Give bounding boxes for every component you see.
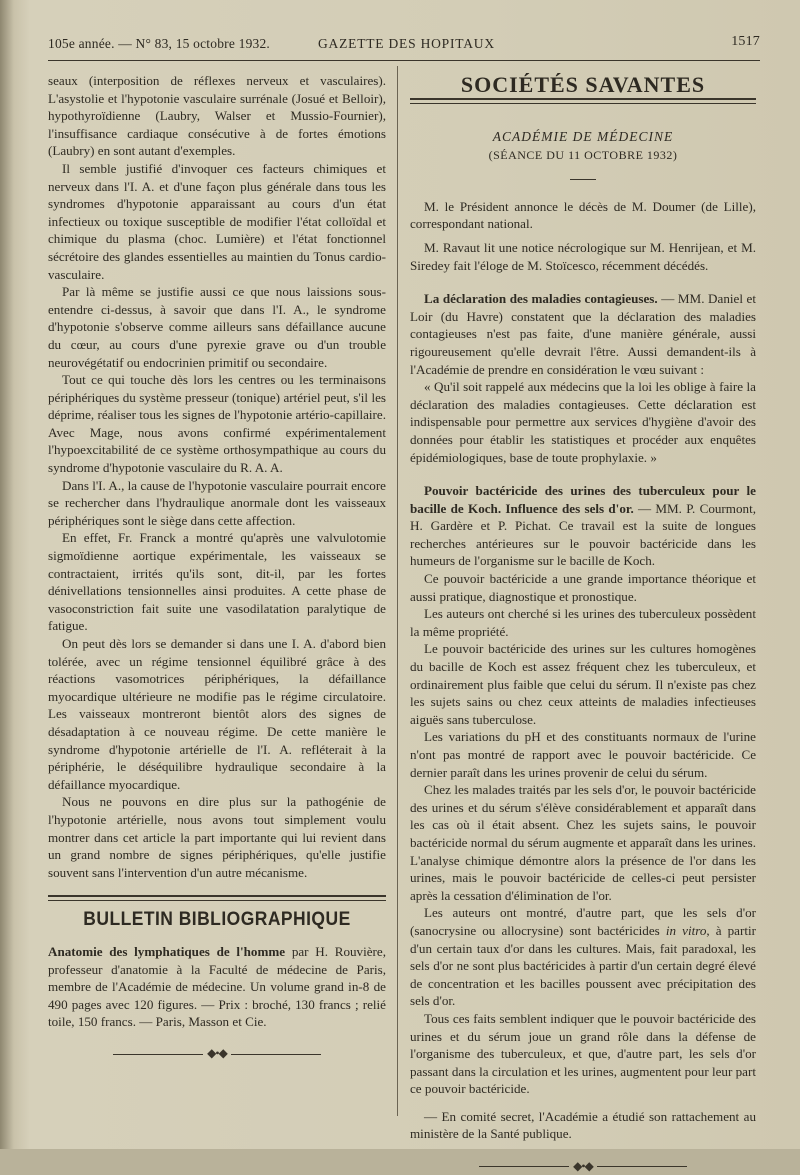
right-paragraph: Pouvoir bactéricide des urines des tuberculeux pour le bacille de Koch. Influence des sels d'or. — MM. P. Courmont, H. Gardère et P. Pichat. Ce travail est la suite de longues recherches antérieures sur le pouvoir bactéricide dans les humeurs de l'organisme sur le bacille de Koch. — [410, 483, 756, 569]
left-paragraph: Par là même se justifie aussi ce que nous laissions sous-entendre ci-dessus, à savoir que dans l'I. A., le syndrome d'hypotonie s'observe comme ailleurs sans défaillance aucune du cœur, au cours d'une pyrexie grave ou d'un trouble neurovégétatif ou endocrinien primitif ou secondaire. — [48, 284, 386, 370]
page-header — [48, 32, 760, 56]
journal-title: GAZETTE DES HOPITAUX — [318, 36, 495, 51]
page-number: 1517 — [731, 34, 760, 49]
right-paragraph: M. le Président annonce le décès de M. Doumer (de Lille), correspondant national. — [410, 198, 756, 232]
right-paragraph: Ce pouvoir bactéricide a une grande importance théorique et aussi pratique, diagnostique et pronostique. — [410, 571, 756, 604]
right-paragraph: — En comité secret, l'Académie a étudié son rattachement au ministère de la Santé publique. — [410, 1108, 756, 1142]
left-paragraph: Nous ne pouvons en dire plus sur la pathogénie de l'hypotonie artérielle, nous avons tout simplement voulu montrer dans cet article la part importante qui lui revient dans un grand nombre de signes périphériques, qu'elle justifie souvent sans l'intervention d'un autre mécanisme. — [48, 794, 386, 880]
right-column — [410, 72, 756, 1175]
seance-date: (SÉANCE DU 11 OCTOBRE 1932) — [488, 148, 678, 163]
bulletin-title: BULLETIN BIBLIOGRAPHIQUE — [83, 909, 351, 931]
topic-title: Pouvoir bactéricide des urines des tuberculeux pour le bacille de Koch. Influence des sels d'or. — [410, 483, 756, 516]
section-rule — [410, 98, 756, 104]
left-paragraph: On peut dès lors se demander si dans une I. A. d'abord bien tolérée, avec un régime tensionnel équilibré grâce à des réactions vasomotrices périphériques, la défaillance myocardique ultérieure ne modifie pas le régime circulatoire. Les vaisseaux montreront bientôt alors des signes de désadaptation à ce nouveau régime. De cette manière le syndrome d'hypotonie artérielle de l'I. A. refléterait à la périphérie, le déséquilibre hydraulique secondaire à la défaillance myocardique. — [48, 636, 386, 792]
section-title: SOCIÉTÉS SAVANTES — [460, 72, 706, 97]
right-paragraph: Tous ces faits semblent indiquer que le pouvoir bactéricide des urines et du sérum joue un grand rôle dans la défense de l'organisme des tuberculeux, et que, d'autre part, les sels d'or passant dans la circulation et les urines, augmentent pour leur part ce pouvoir bactéricide. — [410, 1010, 756, 1097]
left-paragraph: Il semble justifié d'invoquer ces facteurs chimiques et nerveux dans l'I. A. et d'une façon plus générale dans tous les syndromes d'hypotonie apparaissant au cours d'un état infectieux ou toxique susceptible de modifier l'état colloïdal et chimique du plasma (choc. Lumière) et l'état fonctionnel sécrétoire des glandes essentielles au maintien du Tonus cardio-vasculaire. — [48, 160, 386, 282]
left-paragraph: Dans l'I. A., la cause de l'hypotonie vasculaire pourrait encore se rechercher dans l'hydraulique anormale dont les vaisseaux périphériques sont le siège dans cette affection. — [48, 477, 386, 528]
right-paragraph: Le pouvoir bactéricide des urines sur les cultures homogènes du bacille de Koch est assez fréquent chez les tuberculeux, et ordinairement plus faible que celui du sérum. Il n'existe pas chez les sujets sains ou chez ceux atteints de maladies infectieuses aiguës sans tuberculose. — [410, 641, 756, 727]
column-divider — [397, 66, 398, 1116]
issue-info: 105e année. — N° 83, 15 octobre 1932. — [48, 36, 270, 51]
left-column — [48, 72, 386, 1063]
right-paragraph: Les auteurs ont cherché si les urines des tuberculeux possèdent la même propriété. — [410, 606, 756, 639]
ornament-divider: ◆•◆ — [410, 1157, 756, 1175]
bulletin-entry — [48, 943, 386, 1031]
academy-heading: ACADÉMIE DE MÉDECINE — [492, 128, 674, 144]
topic-title: La déclaration des maladies contagieuses. — [424, 291, 658, 307]
header-rule — [48, 60, 760, 61]
left-paragraph: seaux (interposition de réflexes nerveux et vasculaires). L'asystolie et l'hypotonie vasculaire surrénale (Josué et Belloir), hypothyroïdienne (Laubry, Walser et Mussio-Fournier), l'insuffisance cardiaque consécutive à de fortes émotions (Laubry) en sont autant d'exemples. — [48, 73, 386, 159]
ornament-divider: ◆•◆ — [48, 1045, 386, 1063]
right-paragraph: Chez les malades traités par les sels d'or, le pouvoir bactéricide des urines et du sérum s'élève considérablement et apparaît dans les cas où il était absent. Chez les sujets sains, le pouvoir bactéricide normal du sérum augmente et apparaît dans les urines. L'analyse chimique démontre alors la présence de l'or dans les urines, mais le pouvoir bactéricide de celles-ci peut persister après la cessation d'élimination de l'or. — [410, 782, 756, 903]
right-paragraph: « Qu'il soit rappelé aux médecins que la loi les oblige à faire la déclaration des maladies contagieuses. Cette déclaration est indispensable pour permettre aux services d'hygiène d'avoir des données pour établir les statistiques et procéder aux enquêtes épidémiologiques, base de toute prophylaxie. » — [410, 379, 756, 465]
bulletin-entry-author: par H. Rouvière, — [291, 943, 386, 959]
bulletin-entry-title: Anatomie des lymphatiques de l'homme — [48, 943, 286, 959]
right-paragraph: Les variations du pH et des constituants normaux de l'urine n'ont pas montré de rapport avec le pouvoir bactéricide. Ce dernier paraît dans les urines provenir de celui du sérum. — [410, 729, 756, 780]
bulletin-entry-details: professeur d'anatomie à la Faculté de médecine de Paris, membre de l'Académie de médecine. Un volume grand in-8 de 490 pages avec 120 figures. — Prix : broché, 130 francs ; relié toile, 150 francs. — Paris, Masson et Cie. — [48, 961, 386, 1030]
short-rule — [570, 179, 596, 180]
right-paragraph: M. Ravaut lit une notice nécrologique sur M. Henrijean, et M. Siredey fait l'éloge de M. Stoïcesco, récemment décédés. — [410, 239, 756, 273]
bulletin-top-rule — [48, 895, 386, 901]
left-paragraph: Tout ce qui touche dès lors les centres ou les terminaisons périphériques du système presseur (tonique) artériel peut, s'il les déprime, réaliser tous les signes de l'hypotonie artério-capillaire. Avec Mage, nous avons confirmé expérimentalement l'hypoexcitabilité de ce système orthosympathique au cours du syndrome d'hypotonie vasculaire du R. A. A. — [48, 372, 386, 476]
right-paragraph: La déclaration des maladies contagieuses. — MM. Daniel et Loir (du Havre) constatent que la déclaration des maladies contagieuses n'est pas faite, d'une manière générale, aussi rigoureusement qu'elle devrait l'être. Aussi demandent-ils à l'Académie de prendre en considération le vœu suivant : — [410, 291, 756, 377]
right-paragraph: Les auteurs ont montré, d'autre part, que les sels d'or (sanocrysine ou allocrysine) sont bactéricides in vitro, à partir d'un certain taux d'or dans les cultures. Mais, fait paradoxal, les sels d'or ne sont plus bactéricides à partir d'un certain degré élevé de concentration et les bacilles poussent avec précipitation des sels d'or. — [410, 905, 756, 1009]
left-paragraph: En effet, Fr. Franck a montré qu'après une valvulotomie sigmoïdienne aortique expérimentale, les vaisseaux se contractaient, irrités qu'ils sont, dit-il, par les fortes dénivellations tensionnelles ainsi produites. A cette phase de vasoconstriction fait suite une vasodilatation paralytique de fatigue. — [48, 530, 386, 634]
